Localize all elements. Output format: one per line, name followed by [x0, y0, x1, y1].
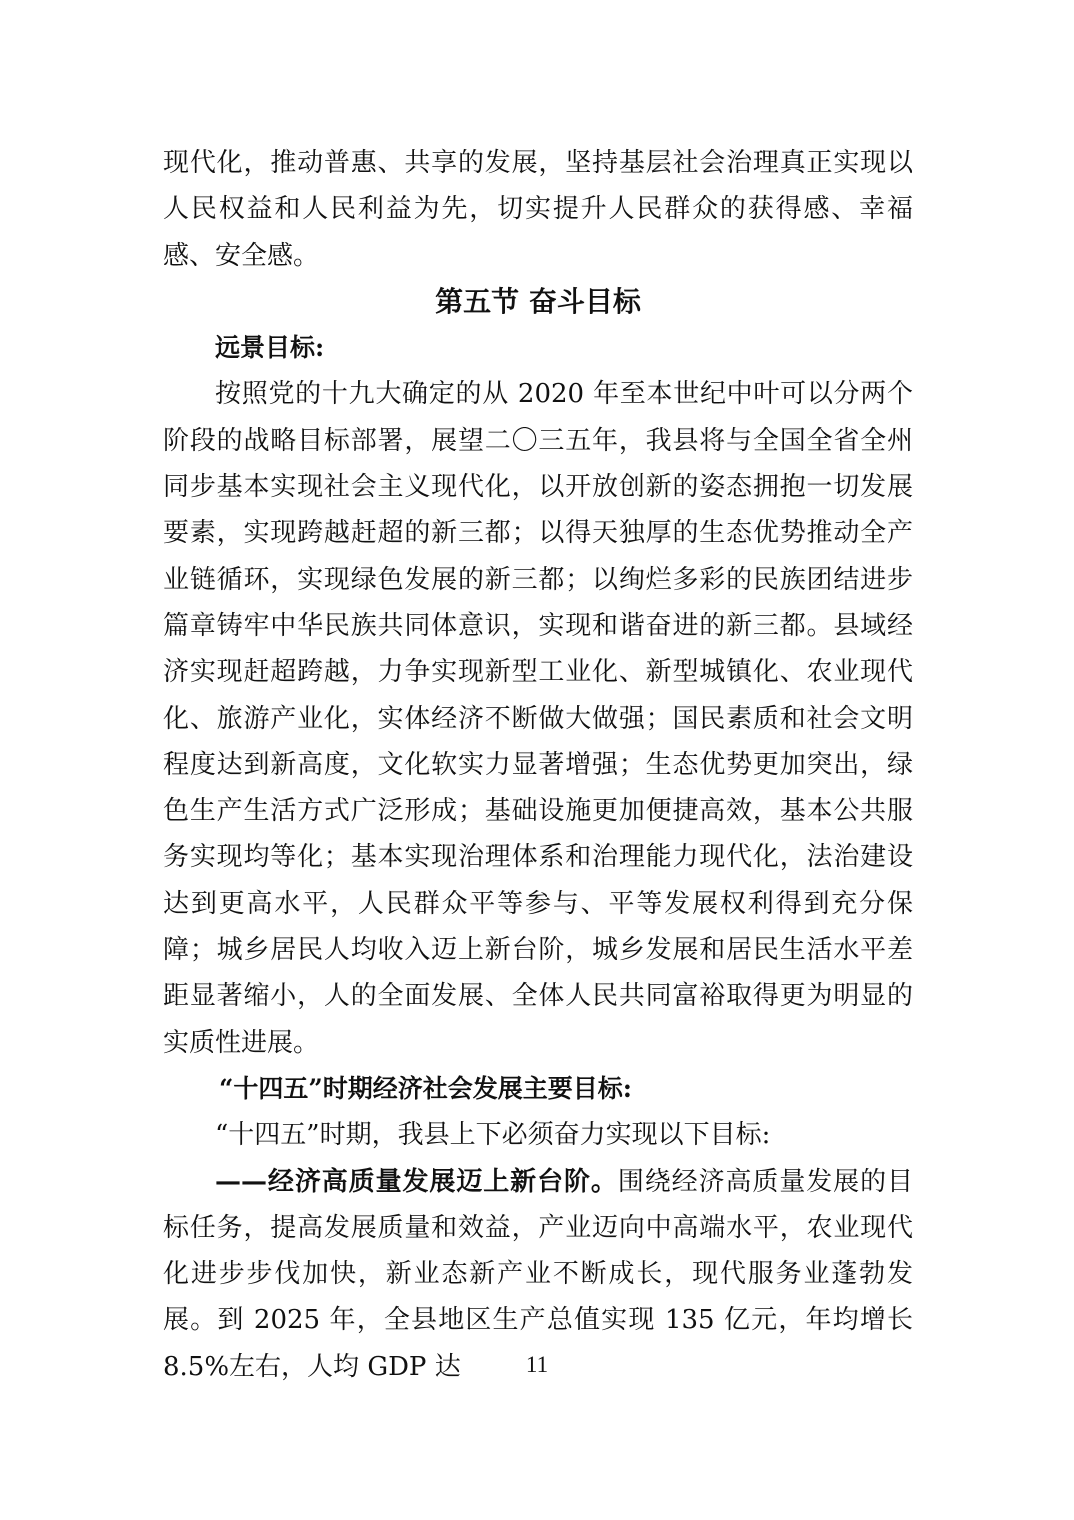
section-title: 第五节 奋斗目标 — [435, 284, 641, 318]
vision-heading: 远景目标: — [215, 333, 325, 363]
page-number: 11 — [525, 1352, 549, 1377]
goal-text: 围绕经济高质量发展的目标任务，提高发展质量和效益，产业迈向中高端水平，农业现代化进步步伐加快，新业态新产业不断成长，现代服务业蓬勃发展。到 2025 年，全县地区生产总值实现 135 亿元，年均增长 8.5%左右，人均 GDP 达 — [163, 1166, 913, 1382]
plan-intro: “十四五”时期，我县上下必须奋力实现以下目标: — [215, 1120, 771, 1151]
vision-paragraph: 按照党的十九大确定的从 2020 年至本世纪中叶可以分两个阶段的战略目标部署，展望二〇三五年，我县将与全国全省全州同步基本实现社会主义现代化，以开放创新的姿态拥抱一切发展要素，实现跨越赶超的新三都；以得天独厚的生态优势推动全产业链循环，实现绿色发展的新三都；以绚烂多彩的民族团结进步篇章铸牢中华民族共同体意识，实现和谐奋进的新三都。县域经济实现赶超跨越，力争实现新型工业化、新型城镇化、农业现代化、旅游产业化，实体经济不断做大做强；国民素质和社会文明程度达到新高度，文化软实力显著增强；生态优势更加突出，绿色生产生活方式广泛形成；基础设施更加便捷高效，基本公共服务实现均等化；基本实现治理体系和治理能力现代化，法治建设达到更高水平，人民群众平等参与、平等发展权利得到充分保障；城乡居民人均收入迈上新台阶，城乡发展和居民生活水平差距显著缩小，人的全面发展、全体人民共同富裕取得更为明显的实质性进展。 — [163, 379, 913, 1058]
plan-heading: “十四五”时期经济社会发展主要目标: — [219, 1073, 632, 1103]
goal-lead: ——经济高质量发展迈上新台阶。 — [215, 1166, 618, 1197]
intro-paragraph: 现代化，推动普惠、共享的发展，坚持基层社会治理真正实现以人民权益和人民利益为先，切实提升人民群众的获得感、幸福感、安全感。 — [163, 148, 913, 271]
document-page — [163, 140, 913, 1390]
